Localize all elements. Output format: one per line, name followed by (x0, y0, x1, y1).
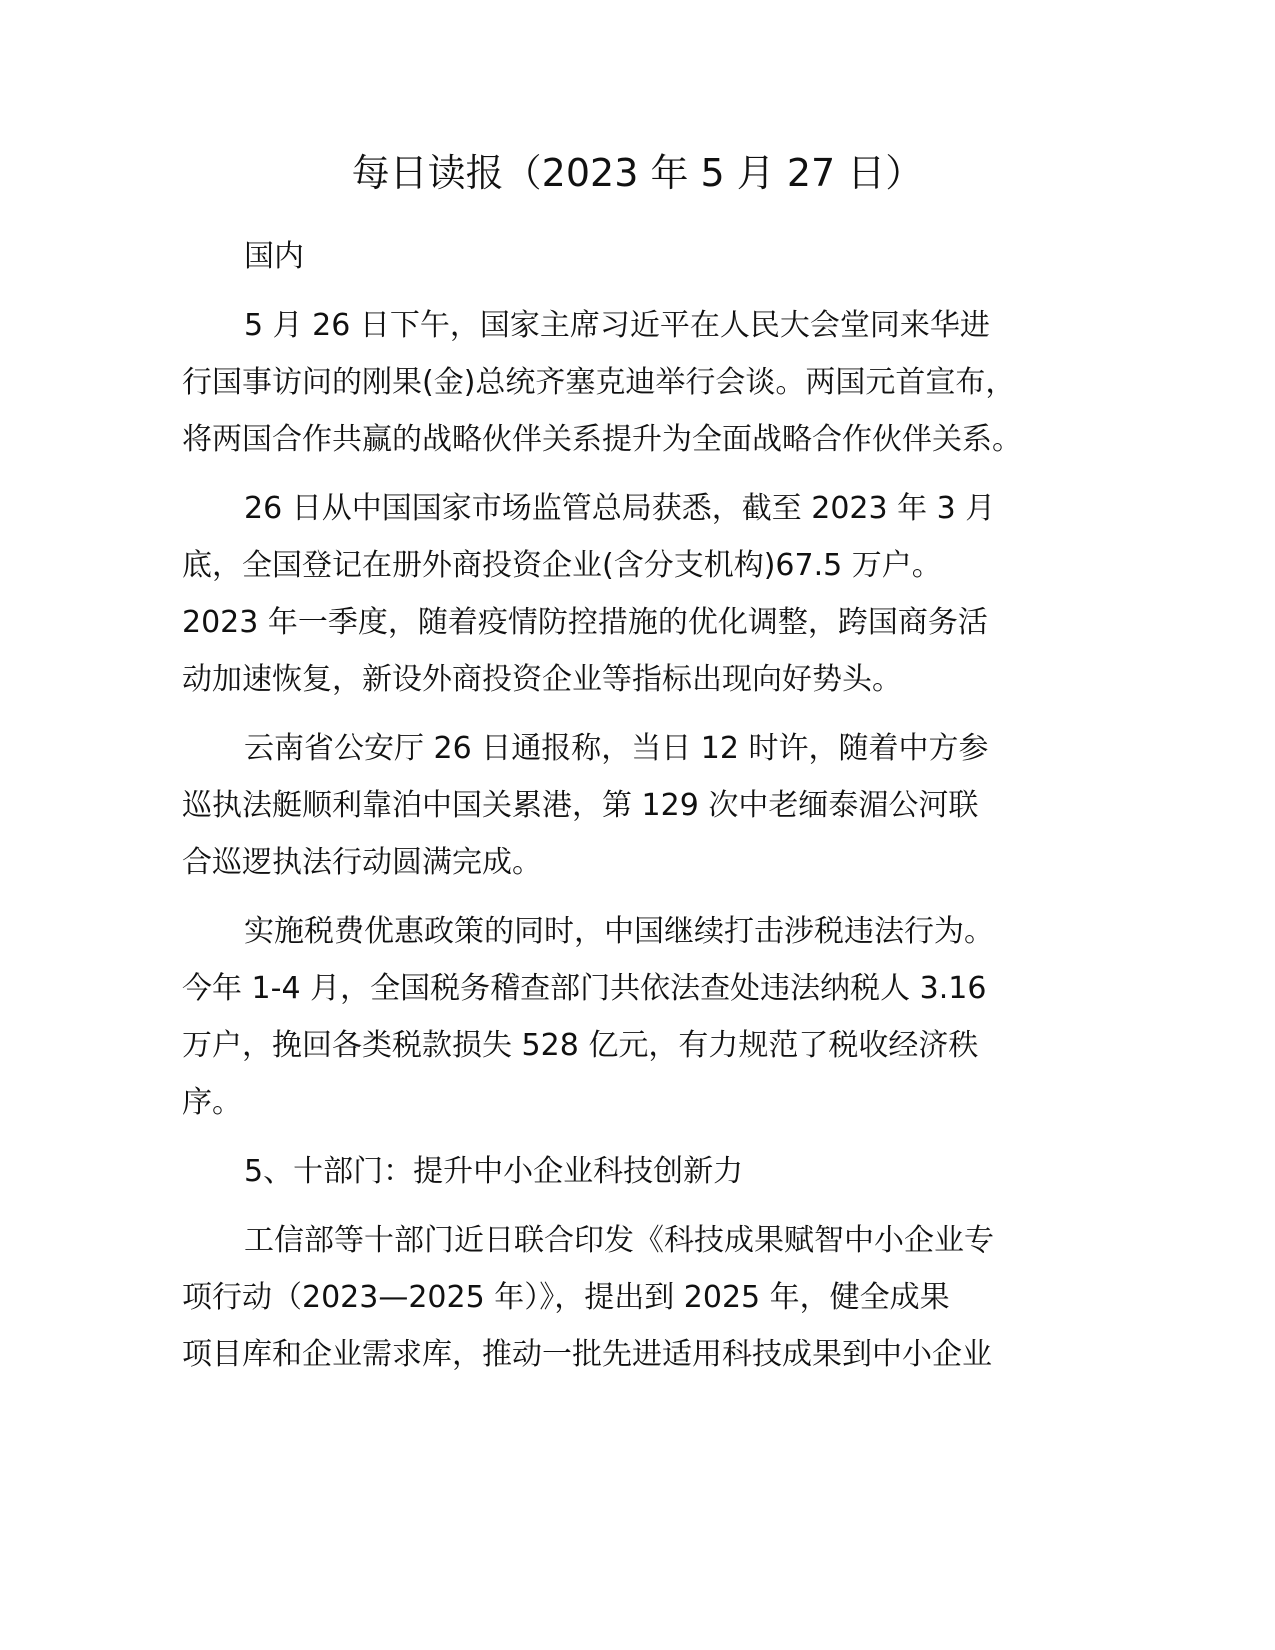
text-line: 5 月 26 日下午，国家主席习近平在人民大会堂同来华进 (244, 308, 990, 343)
text-line: 工信部等十部门近日联合印发《科技成果赋智中小企业专 (244, 1223, 994, 1258)
section-heading-domestic (182, 228, 1082, 285)
document-body (182, 228, 1082, 1395)
text-line: 云南省公安厅 26 日通报称，当日 12 时许，随着中方参 (244, 731, 989, 766)
document-title: 每日读报（2023 年 5 月 27 日） (351, 151, 924, 195)
text-line: 巡执法艇顺利靠泊中国关累港，第 129 次中老缅泰湄公河联 (182, 788, 979, 823)
text-line: 将两国合作共赢的战略伙伴关系提升为全面战略合作伙伴关系。 (182, 422, 1022, 457)
text-line: 国内 (244, 239, 304, 274)
text-line: 5、十部门：提升中小企业科技创新力 (244, 1154, 744, 1189)
text-line: 实施税费优惠政策的同时，中国继续打击涉税违法行为。 (244, 914, 994, 949)
text-line: 行国事访问的刚果(金)总统齐塞克迪举行会谈。两国元首宣布， (182, 365, 1016, 400)
text-line: 今年 1-4 月，全国税务稽查部门共依法查处违法纳税人 3.16 (182, 971, 987, 1006)
text-line: 26 日从中国国家市场监管总局获悉，截至 2023 年 3 月 (244, 491, 996, 526)
text-line: 项行动（2023—2025 年）》，提出到 2025 年，健全成果 (182, 1280, 950, 1315)
news-paragraph (182, 1212, 1082, 1383)
news-paragraph (182, 297, 1082, 468)
text-line: 合巡逻执法行动圆满完成。 (182, 845, 542, 880)
news-paragraph (182, 720, 1082, 891)
text-line: 2023 年一季度，随着疫情防控措施的优化调整，跨国商务活 (182, 605, 988, 640)
news-paragraph (182, 903, 1082, 1131)
text-line: 项目库和企业需求库，推动一批先进适用科技成果到中小企业 (182, 1337, 992, 1372)
news-paragraph (182, 480, 1082, 708)
text-line: 序。 (182, 1085, 242, 1120)
text-line: 底，全国登记在册外商投资企业(含分支机构)67.5 万户。 (182, 548, 942, 583)
section-heading (182, 1143, 1082, 1200)
text-line: 万户，挽回各类税款损失 528 亿元，有力规范了税收经济秩 (182, 1028, 979, 1063)
text-line: 动加速恢复，新设外商投资企业等指标出现向好势头。 (182, 662, 902, 697)
